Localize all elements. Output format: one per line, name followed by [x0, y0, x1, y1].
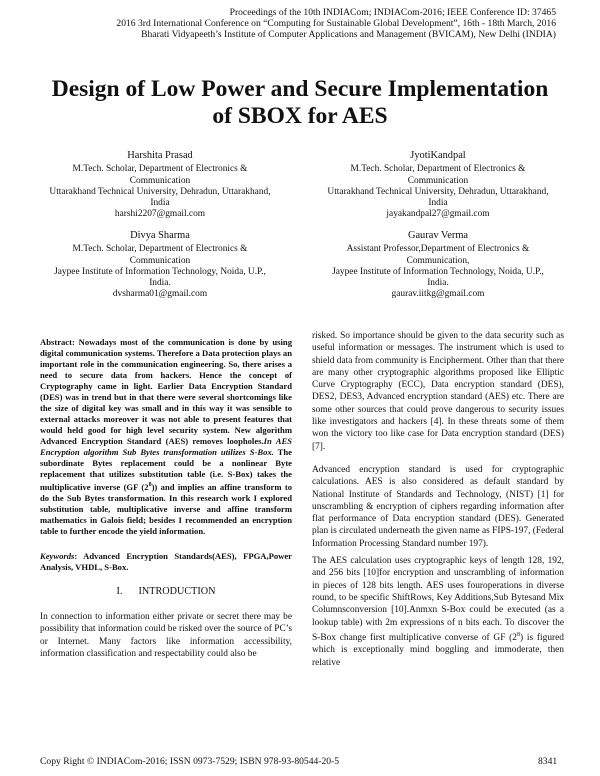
author-affiliation: India. [427, 278, 449, 289]
author-name: Gaurav Verma [407, 230, 469, 241]
section-heading: I. INTRODUCTION [116, 585, 216, 597]
author-affiliation: M.Tech. Scholar, Department of Electronics & [350, 164, 526, 175]
author-name: Harshita Prasad [127, 150, 193, 161]
author-block [303, 150, 573, 221]
body-paragraph: Advanced encryption standard is used for cryptographic calculations. AES is also considered as default standard by National Institute of Standards and Technology, (NIST) [1] for unscrambling & encryption of ciphers regarding information after flat performance of Data encryption standard (DES). Generated plan is circulated underneath the given name as FIPS-197, (Federal Information Processing Standard number 197). [312, 464, 565, 549]
author-affiliation: Assistant Professor,Department of Electronics & [346, 244, 530, 255]
right-column [312, 330, 564, 669]
header-line-2: 2016 3rd International Conference on “Computing for Sustainable Global Development”, 16th - 18th March, 2016 [116, 18, 556, 29]
paper-title [20, 76, 580, 130]
author-block [25, 150, 295, 221]
author-email[interactable]: gaurav.iitkg@gmail.com [391, 289, 485, 300]
author-block [25, 230, 295, 301]
author-affiliation: India [150, 198, 170, 209]
left-column [40, 337, 292, 660]
abstract: Abstract: Nowadays most of the communication is done by using digital communication systems. Therefore a Data protection plays an important role in the communication engineering. So, there arises a need to secure data from hackers. Hence the concept of Cryptography came in light. Earlier Data Encryption Standard (DES) was in trend but in that there were several shortcomings like the size of digital key was small and in this way it was sensible to external attacks moreover it was not able to present features that would held good for high level security system. New algorithm Advanced Encryption Standard (AES) removes loopholes.In AES Encryption algorithm Sub Bytes transformation utilizes S-Box. The subordinate Bytes replacement could be a nonlinear Byte replacement that utilizes substitution table (i.e. S-Box) takes the multiplicative inverse (GF $(2^8)$) and implies an affine transform to do the Sub Bytes transformation. In this research work I explored substitution table, multiplicative inverse and affine transform mathematics in Galois field; besides I recommended an encryption table to further encode the yield information. [40, 337, 293, 536]
author-affiliation: Uttarakhand Technical University, Dehradun, Uttarakhand, [327, 186, 549, 197]
author-affiliation: Jaypee Institute of Information Technology, Noida, U.P., [54, 266, 266, 277]
author-affiliation: India [428, 198, 448, 209]
author-affiliation: Communication [129, 255, 191, 266]
author-email[interactable]: harshi2207@gmail.com [114, 209, 206, 220]
author-affiliation: Communication, [406, 255, 470, 266]
author-email[interactable]: dvsharma01@gmail.com [112, 289, 208, 300]
header-line-3: Bharati Vidyapeeth’s Institute of Computer Applications and Management (BVICAM), New Delhi (INDIA) [141, 29, 556, 40]
body-paragraph: The AES calculation uses cryptographic keys of length 128, 192, and 256 bits [10]for encryption and unscrambling of information in pieces of 128 bits length. AES uses fouroperations in diverse round, to be specific ShiftRows, Key Additions,Sub Bytesand Mix Columnsconversion [10].Anmxn S-Box could be executed (as a lookup table) with 2m expressions of n bits each. To discover the S-Box change first multiplicative converse of GF $(2^8)$ is figured which is exceptionally mind boggling and immoderate, then relative [312, 556, 564, 668]
keywords: Keywords: Advanced Encryption Standards(AES), FPGA,Power Analysis, VHDL, S-Box. [40, 550, 292, 572]
author-affiliation: Communication [407, 175, 469, 186]
page-number: 8341 [538, 756, 558, 767]
author-affiliation: M.Tech. Scholar, Department of Electronics & [72, 164, 248, 175]
author-affiliation: Communication [129, 175, 191, 186]
intro-paragraph: In connection to information either private or secret there may be possibility that information could be risked over the source of PC’s or Internet. Many factors like information accessibility, information classification and respectability could also be [40, 612, 292, 660]
author-affiliation: India. [149, 278, 171, 289]
footer-copyright: Copy Right © INDIACom-2016; ISSN 0973-7529; ISBN 978-93-80544-20-5 [40, 756, 340, 767]
author-affiliation: Uttarakhand Technical University, Dehradun, Uttarakhand, [49, 186, 271, 197]
header-line-1: Proceedings of the 10th INDIACom; INDIACom-2016; IEEE Conference ID: 37465 [229, 7, 556, 18]
author-affiliation: Jaypee Institute of Information Technology, Noida, U.P., [332, 266, 544, 277]
author-name: JyotiKandpal [410, 150, 466, 161]
author-email[interactable]: jayakandpal27@gmail.com [386, 209, 490, 220]
body-paragraph: risked. So importance should be given to the data security such as useful information or messages. The instrument which is used to shield data from community is Encipherment. Other than that there are many other cryptographic algorithms proposed like Elliptic Curve Cryptography (ECC), Data encryption standard (DES), DES2, DES3, Advanced encryption standard (AES) etc. There are some other sources that could prove dangerous to security issues like investigators and hackers [4]. In these threats some of them won the victory too like case for Data encryption standard (DES) [7]. [312, 331, 564, 452]
author-affiliation: M.Tech. Scholar, Department of Electronics & [72, 244, 248, 255]
author-block [303, 230, 573, 301]
title-line-2: of SBOX for AES [212, 103, 388, 129]
title-line-1: Design of Low Power and Secure Implementation [51, 76, 549, 102]
author-name: Divya Sharma [130, 230, 190, 241]
